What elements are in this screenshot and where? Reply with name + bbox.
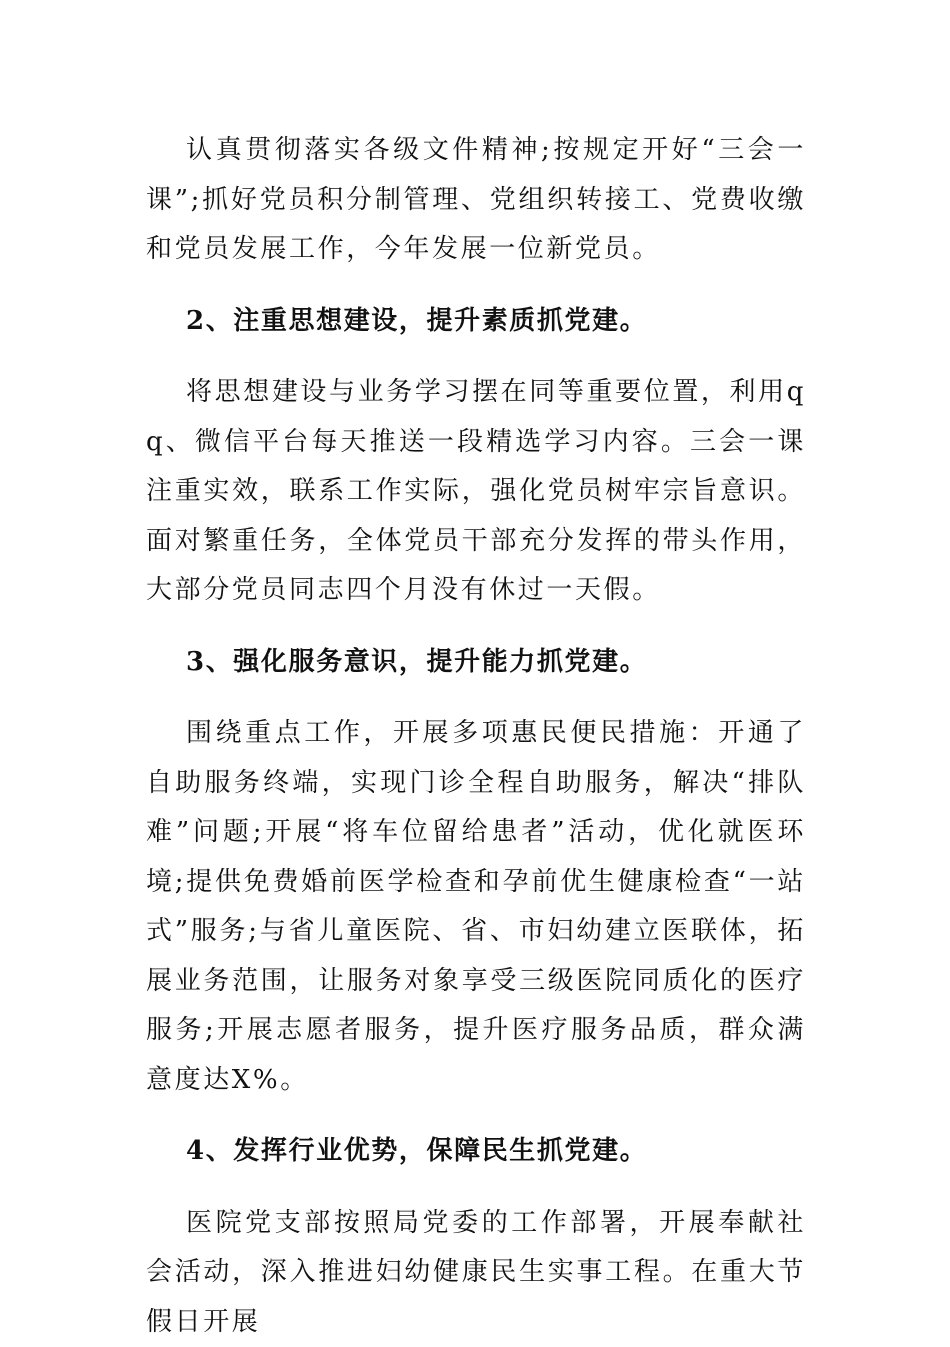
heading-industry-advantage: 4、发挥行业优势，保障民生抓党建。 [146,1127,806,1177]
paragraph-party-work: 认真贯彻落实各级文件精神;按规定开好“三会一课”;抓好党员积分制管理、党组织转接工、党费收缴和党员发展工作，今年发展一位新党员。 [146,126,806,275]
heading-service-awareness: 3、强化服务意识，提升能力抓党建。 [146,638,806,688]
heading-ideological-building: 2、注重思想建设，提升素质抓党建。 [146,297,806,347]
paragraph-service-awareness: 围绕重点工作，开展多项惠民便民措施：开通了自助服务终端，实现门诊全程自助服务，解决“排队难”问题;开展“将车位留给患者”活动，优化就医环境;提供免费婚前医学检查和孕前优生健康检查“一站式”服务;与省儿童医院、省、市妇幼建立医联体，拓展业务范围，让服务对象享受三级医院同质化的医疗服务;开展志愿者服务，提升医疗服务品质，群众满意度达X%。 [146,709,806,1105]
document-body [146,126,806,1347]
paragraph-ideological-building: 将思想建设与业务学习摆在同等重要位置，利用qq、微信平台每天推送一段精选学习内容。三会一课注重实效，联系工作实际，强化党员树牢宗旨意识。面对繁重任务，全体党员干部充分发挥的带头作用，大部分党员同志四个月没有休过一天假。 [146,368,806,616]
paragraph-industry-advantage: 医院党支部按照局党委的工作部署，开展奉献社会活动，深入推进妇幼健康民生实事工程。在重大节假日开展 [146,1199,806,1347]
